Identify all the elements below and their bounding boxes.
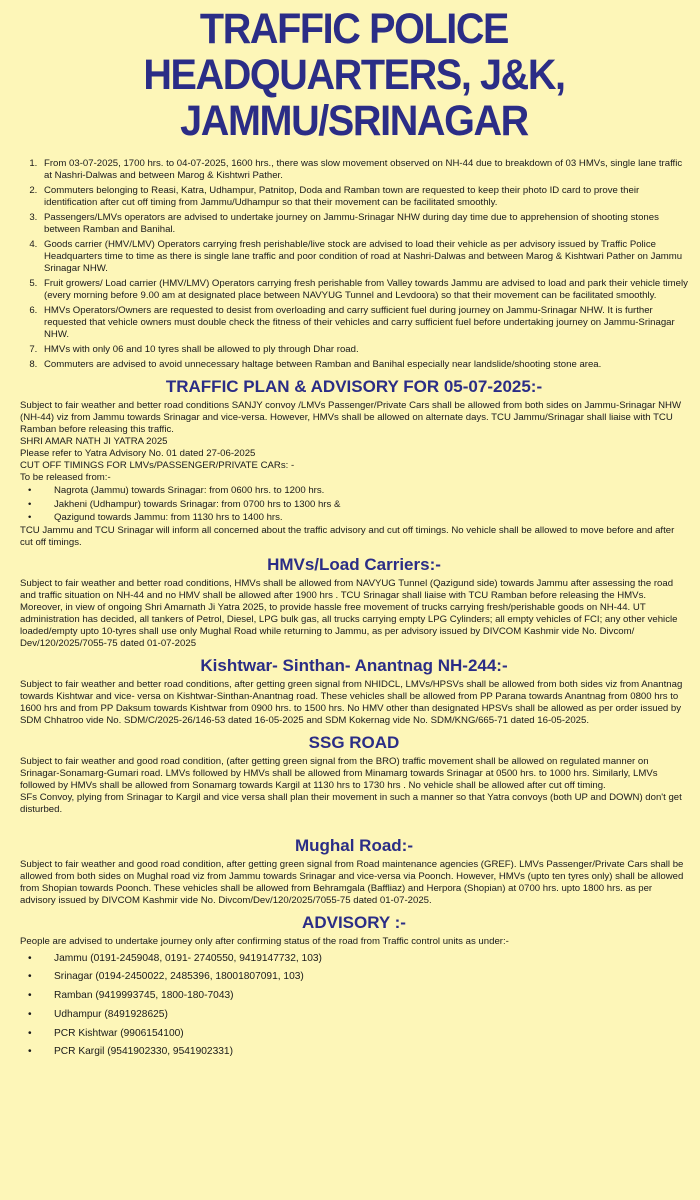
release-item: • Nagrota (Jammu) towards Srinagar: from 0600 hrs. to 1200 hrs. bbox=[42, 484, 688, 498]
advisory-intro: People are advised to undertake journey only after confirming status of the road from Traffic control units as under:- bbox=[20, 935, 509, 947]
kishtwar-paragraph: Subject to fair weather and better road conditions, after getting green signal from NHIDCL, LMVs/HPSVs shall be allowed from both sides viz from Anantnag towards Kishtwar and vice- versa on Kishtwar-Sinthan-Anantnag road. These vehicles shall be allowed from PP Parana towards Anantnag from 0800 hrs to 1600 hrs and from PP Daksum towards Kishtwar from 0900 hrs. to 1500 hrs. No HMV other than designated HPSVs shall be allowed as per order issued by SDM Chhatroo vide No. SDM/C/2025-26/146-53 dated 16-05-2025 and SDM Kokernag vide No. SDM/KNG/665-71 dated 16-05-2025. bbox=[20, 678, 683, 726]
release-item: • Qazigund towards Jammu: from 1130 hrs to 1400 hrs. bbox=[42, 511, 688, 525]
contact-item: • Jammu (0191-2459048, 0191- 2740550, 9419147732, 103) bbox=[42, 950, 688, 969]
release-list bbox=[20, 484, 688, 525]
contact-item: • PCR Kishtwar (9906154100) bbox=[42, 1025, 688, 1044]
advisory-heading: ADVISORY :- bbox=[302, 912, 406, 932]
notice-item: 4. Goods carrier (HMV/LMV) Operators carrying fresh perishable/live stock are advised to load their vehicle as per advisory issued by Traffic Police Headquarters time to time as there is single lane traffic and poor condition of road at Nashri-Dalwas and between Marog & Kishtwari Pather on Jammu Srinagar NHW. bbox=[40, 239, 688, 275]
traffic-plan-closing: TCU Jammu and TCU Srinagar will inform all concerned about the traffic advisory and cut off timings. No vehicle shall be allowed to move before and after cut off timings. bbox=[20, 524, 675, 548]
ssg-heading: SSG ROAD bbox=[308, 732, 400, 752]
contact-item: • Udhampur (8491928625) bbox=[42, 1006, 688, 1025]
hmv-paragraph-1: Subject to fair weather and better road conditions, HMVs shall be allowed from NAVYUG Tunnel (Qazigund side) towards Jammu after assessing the road and traffic situation on NH-44 and no HMV shall be allowed after 1900 hrs . TCU Srinagar shall liaise with TCU Ramban before releasing the HMVs. bbox=[20, 577, 674, 601]
notice-item: 2. Commuters belonging to Reasi, Katra, Udhampur, Patnitop, Doda and Ramban town are requested to keep their photo ID card to prove their identification after cut off timing from Jammu/Udhampur so that their movement can be facilitated smoothly. bbox=[40, 185, 688, 209]
ssg-paragraph-1: Subject to fair weather and good road condition, (after getting green signal from the BRO) traffic movement shall be allowed on regulated manner on Srinagar-Sonamarg-Gumari road. LMVs followed by HMVs shall be allowed from Minamarg towards Srinagar at 0500 hrs. to 1000 hrs. Similarly, LMVs followed by HMVs shall be allowed from Sonamarg towards Kargil at 1130 hrs to 1730 hrs . No vehicle shall be allowed after cut off timing. bbox=[20, 755, 658, 791]
notice-item: 1. From 03-07-2025, 1700 hrs. to 04-07-2025, 1600 hrs., there was slow movement observed on NH-44 due to breakdown of 03 HMVs, single lane traffic at Nashri-Dalwas and between Marog & Kishtwri Pather. bbox=[40, 158, 688, 182]
title-line-2: JAMMU/SRINAGAR bbox=[180, 97, 528, 145]
section-spacer bbox=[20, 816, 688, 830]
notices-list bbox=[20, 158, 688, 371]
notice-item: 6. HMVs Operators/Owners are requested to desist from overloading and carry sufficient fuel during journey on Jammu-Srinagar NHW. It is further requested that vehicle owners must double check the fitness of their vehicles and carry sufficient fuel before undertaking journey on Jammu-Srinagar NHW. bbox=[40, 305, 688, 341]
ssg-paragraph-2: SFs Convoy, plying from Srinagar to Kargil and vice versa shall plan their movement in such a manner so that Yatra convoys (both UP and DOWN) don't get disturbed. bbox=[20, 791, 682, 815]
contact-item: • PCR Kargil (9541902330, 9541902331) bbox=[42, 1043, 688, 1062]
contacts-list bbox=[20, 950, 688, 1063]
notice-item: 7. HMVs with only 06 and 10 tyres shall be allowed to ply through Dhar road. bbox=[40, 344, 688, 356]
traffic-plan-intro: Subject to fair weather and better road conditions SANJY convoy /LMVs Passenger/Private Cars shall be allowed from both sides on Jammu-Srinagar NHW (NH-44) viz from Jammu towards Srinagar and vice-versa. However, HMVs shall be allowed on alternate days. TCU Jammu/Srinagar shall liaise with TCU Ramban before releasing this traffic. bbox=[20, 400, 682, 435]
notice-item: 3. Passengers/LMVs operators are advised to undertake journey on Jammu-Srinagar NHW during day time due to apprehension of shooting stones between Ramban and Banihal. bbox=[40, 212, 688, 236]
kishtwar-heading: Kishtwar- Sinthan- Anantnag NH-244:- bbox=[200, 655, 508, 675]
contact-item: • Srinagar (0194-2450022, 2485396, 18001807091, 103) bbox=[42, 968, 688, 987]
yatra-reference: Please refer to Yatra Advisory No. 01 dated 27-06-2025 bbox=[20, 448, 256, 459]
release-item: • Jakheni (Udhampur) towards Srinagar: from 0700 hrs to 1300 hrs & bbox=[42, 498, 688, 512]
page-title bbox=[47, 6, 662, 144]
mughal-paragraph: Subject to fair weather and good road condition, after getting green signal from Road maintenance agencies (GREF). LMVs Passenger/Private Cars shall be allowed from both sides on Mughal road viz from Jammu towards Srinagar and vice-versa via Poonch. However, HMVs (upto ten tyres only) shall be allowed from Shopian towards Poonch. These vehicles shall be allowed from Behramgala (Baffliaz) and Herpora (Shopian) at 0700 hrs. upto 1800 hrs. as per advisory issued by DIVCOM Kashmir vide No. Divcom/Dev/120/2025/7055-75 dated 01-07-2025. bbox=[20, 858, 684, 906]
yatra-title: SHRI AMAR NATH JI YATRA 2025 bbox=[20, 436, 168, 447]
notice-item: 5. Fruit growers/ Load carrier (HMV/LMV) Operators carrying fresh perishable from Valley towards Jammu are advised to load and park their vehicle timely (every morning before 9.00 am at designated place between NAVYUG Tunnel and Levdoora) so that their movement can be facilitated smoothly. bbox=[40, 278, 688, 302]
hmv-paragraph-2: Moreover, in view of ongoing Shri Amarnath Ji Yatra 2025, to provide hassle free movement of trucks carrying fresh/perishable goods on NH-44. UT administration has decided, all tankers of Petrol, Diesel, LPG bulk gas, all trucks carrying empty LPG Cylinders; all empty vehicles of FCI; any other vehicle loaded/empty upto 10-tyres shall use only Mughal Road while returning to Jammu, as per advisory issued by DIVCOM Kashmir vide No. Divcom/ Dev/120/2025/7055-75 dated 01-07-2025 bbox=[20, 601, 678, 649]
contact-item: • Ramban (9419993745, 1800-180-7043) bbox=[42, 987, 688, 1006]
notice-item: 8. Commuters are advised to avoid unnecessary haltage between Ramban and Banihal especially near landslide/shooting stone area. bbox=[40, 359, 688, 371]
mughal-heading: Mughal Road:- bbox=[294, 835, 414, 855]
title-line-1: TRAFFIC POLICE HEADQUARTERS, J&K, bbox=[143, 5, 565, 99]
traffic-plan-heading: TRAFFIC PLAN & ADVISORY FOR 05-07-2025:- bbox=[165, 377, 543, 396]
hmv-heading: HMVs/Load Carriers:- bbox=[267, 554, 441, 574]
release-title: To be released from:- bbox=[20, 472, 111, 483]
cutoff-title: CUT OFF TIMINGS FOR LMVs/PASSENGER/PRIVATE CARs: - bbox=[20, 460, 295, 471]
